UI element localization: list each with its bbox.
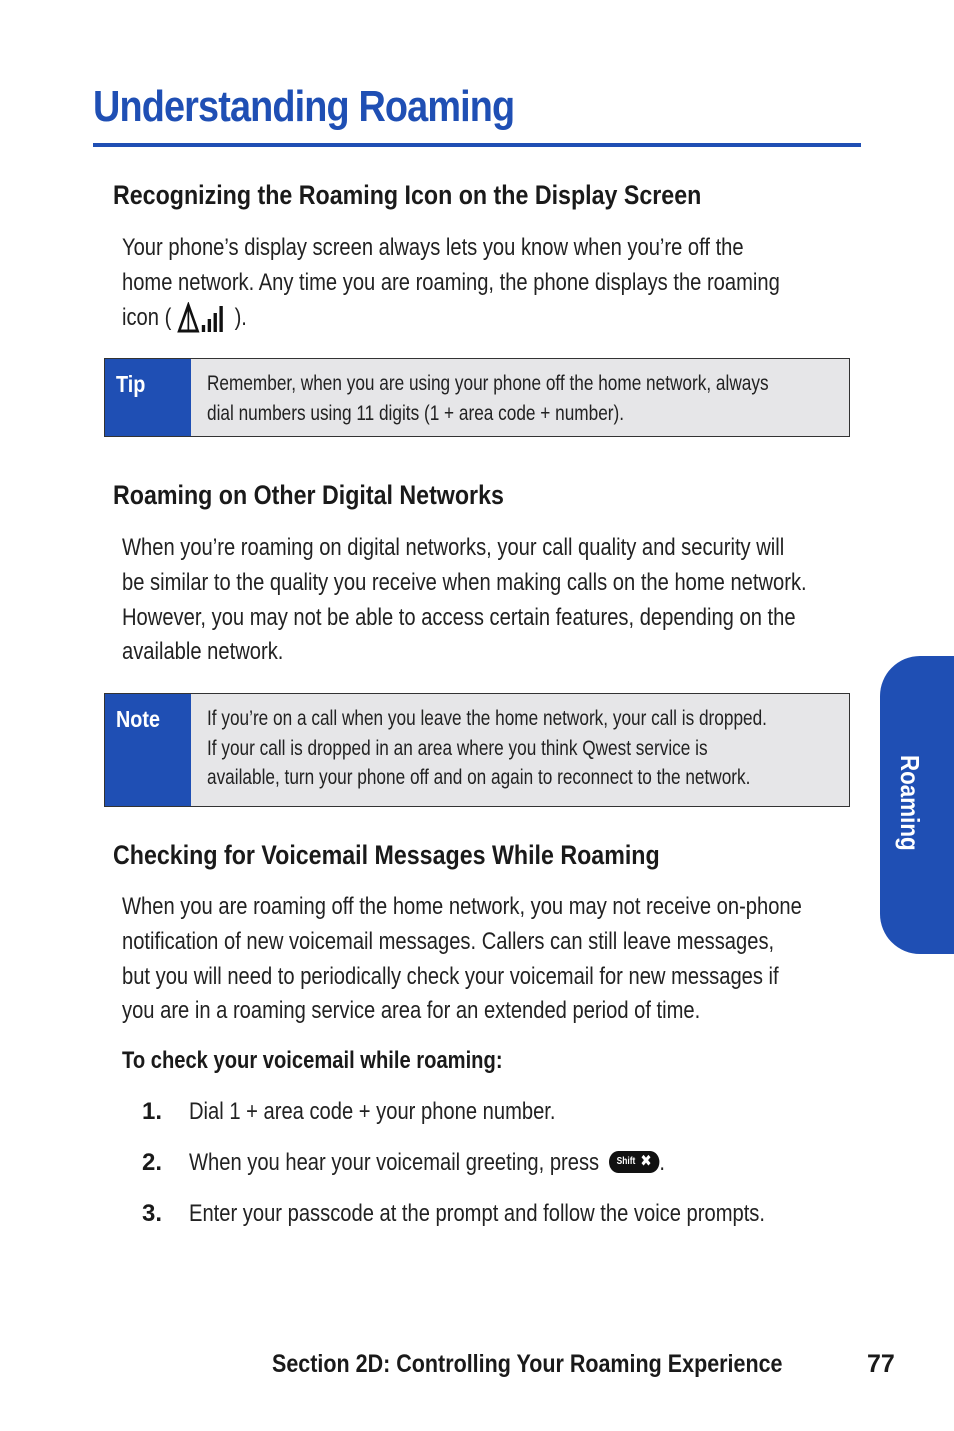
step-number: 3. (142, 1200, 163, 1227)
note-label-text: Note (116, 706, 160, 732)
shift-key-label: Shift (616, 1156, 636, 1168)
tip-line: dial numbers using 11 digits (1 + area code + number). (207, 401, 625, 425)
note-line: If your call is dropped in an area where you think Qwest service is (207, 736, 708, 760)
body-line: When you’re roaming on digital networks, your call quality and security will (122, 534, 785, 561)
note-box (104, 693, 850, 807)
section-body-roaming-icon (122, 231, 905, 335)
section-heading-digital-networks: Roaming on Other Digital Networks (113, 480, 504, 510)
body-line: you are in a roaming service area for an extended period of time. (122, 997, 701, 1025)
section-body-voicemail (122, 890, 931, 1029)
note-text (191, 694, 890, 806)
step-suffix: . (659, 1149, 665, 1176)
procedure-title: To check your voicemail while roaming: (122, 1047, 503, 1074)
body-line: When you are roaming off the home network, you may not receive on-phone (122, 893, 802, 920)
page-number: 77 (867, 1350, 895, 1378)
tip-line: Remember, when you are using your phone off the home network, always (207, 372, 769, 395)
note-line: available, turn your phone off and on again to reconnect to the network. (207, 766, 751, 790)
step-number: 2. (142, 1149, 163, 1176)
tip-box (104, 358, 850, 437)
note-line: If you’re on a call when you leave the home network, your call is dropped. (207, 707, 767, 730)
page-title: Understanding Roaming (93, 82, 515, 131)
shift-x-key-icon (609, 1151, 659, 1173)
body-line: available network. (122, 638, 284, 666)
x-key-icon: ✖ (640, 1152, 652, 1170)
body-line: However, you may not be able to access certain features, depending on the (122, 603, 796, 631)
section-body-digital-networks (122, 531, 937, 670)
step-text-with-key (189, 1149, 665, 1177)
body-line: but you will need to periodically check your voicemail for new messages if (122, 962, 779, 990)
body-line: be similar to the quality you receive when making calls on the home network. (122, 568, 807, 596)
section-heading-roaming-icon: Recognizing the Roaming Icon on the Display Screen (113, 180, 702, 210)
footer-section-title: Section 2D: Controlling Your Roaming Experience (272, 1350, 783, 1378)
note-label (105, 694, 191, 806)
tip-label-text: Tip (116, 371, 146, 397)
roaming-signal-icon (177, 302, 229, 334)
step-text: Dial 1 + area code + your phone number. (189, 1098, 556, 1125)
step-text: Enter your passcode at the prompt and follow the voice prompts. (189, 1200, 765, 1227)
step-text: When you hear your voicemail greeting, press (189, 1149, 600, 1176)
tip-label (105, 359, 191, 436)
icon-line-suffix: ). (234, 303, 247, 331)
body-line: notification of new voicemail messages. Callers can still leave messages, (122, 927, 775, 955)
tip-text (191, 359, 892, 436)
title-rule (93, 143, 861, 147)
section-heading-voicemail: Checking for Voicemail Messages While Roaming (113, 840, 660, 870)
body-line: Your phone’s display screen always lets you know when you’re off the (122, 234, 744, 261)
icon-line-prefix: icon ( (122, 303, 172, 331)
body-line-icon (122, 301, 780, 336)
body-line: home network. Any time you are roaming, the phone displays the roaming (122, 268, 780, 296)
step-number: 1. (142, 1098, 163, 1125)
side-tab-label: Roaming (895, 755, 925, 851)
